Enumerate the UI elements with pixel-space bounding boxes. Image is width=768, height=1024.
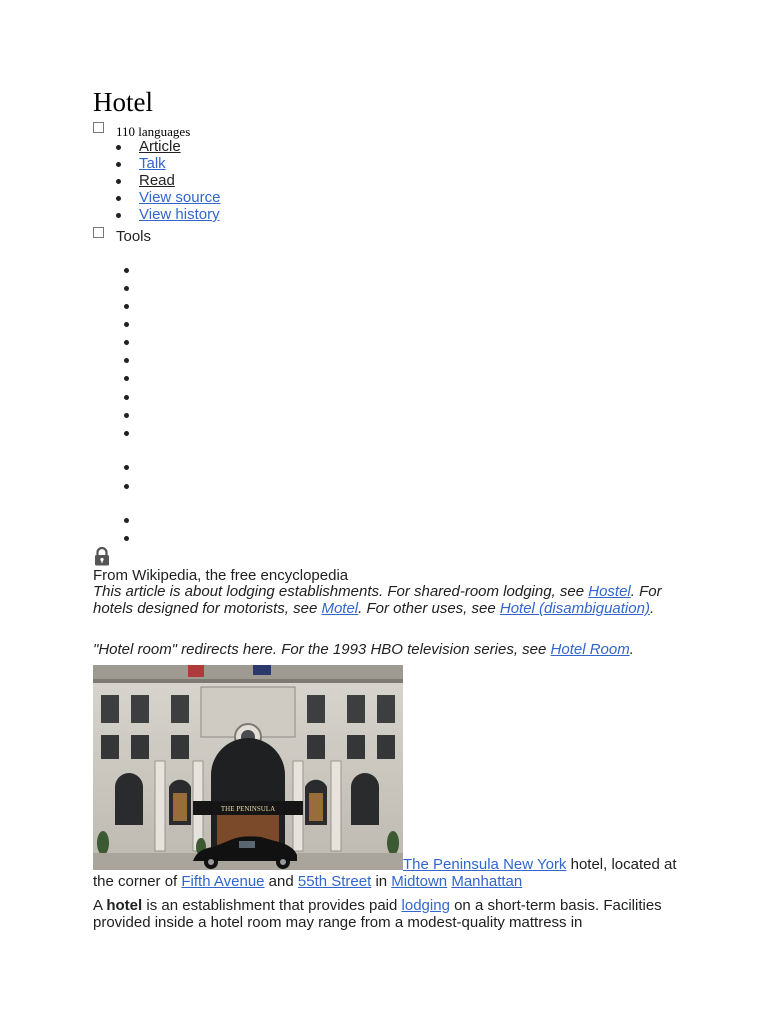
caption-image-spacer [93, 868, 403, 869]
bullet [116, 179, 121, 184]
tools-list-item[interactable] [124, 413, 129, 418]
bullet [116, 213, 121, 218]
hatnote-text: . For hotels designed for motorists, see [93, 583, 662, 617]
tab-view-source-label[interactable]: View source [139, 189, 221, 206]
tab-view-source[interactable] [116, 189, 220, 206]
tools-list-item[interactable] [124, 340, 129, 345]
tools-checkbox[interactable] [93, 227, 104, 238]
hatnote-text: . [649, 600, 655, 617]
tools-label[interactable]: Tools [116, 228, 152, 245]
tools-list-item[interactable] [124, 536, 129, 541]
tools-list-item[interactable] [124, 431, 129, 436]
tab-talk[interactable] [116, 155, 166, 172]
caption-text: in [371, 873, 392, 890]
tools-list-item[interactable] [124, 484, 129, 489]
lead-text: on a short-term basis. Facilities provided inside a hotel room may range from a modest-quality mattress in [93, 897, 662, 931]
hotel-disambiguation-link[interactable]: Hotel (disambiguation) [499, 600, 650, 617]
midtown-link[interactable]: Midtown [391, 873, 448, 890]
caption-text: hotel, located at the corner of [93, 856, 677, 890]
tools-list-item[interactable] [124, 358, 129, 363]
tools-list-item[interactable] [124, 268, 129, 273]
tab-read[interactable] [116, 172, 175, 189]
lead-text: is an establishment that provides paid [142, 897, 402, 914]
tab-view-history-label[interactable]: View history [139, 206, 220, 223]
tools-list-item[interactable] [124, 376, 129, 381]
languages-label[interactable]: 110 languages [116, 124, 191, 139]
peninsula-hotel-photo[interactable] [93, 665, 403, 870]
manhattan-link[interactable]: Manhattan [451, 873, 523, 890]
hotel-facade-illustration [93, 665, 403, 870]
motel-link[interactable]: Motel [321, 600, 359, 617]
bullet [116, 162, 121, 167]
bullet [116, 196, 121, 201]
page-title: Hotel [93, 87, 153, 117]
marquee-sign: THE PENINSULA [220, 805, 276, 813]
tools-list-item[interactable] [124, 395, 129, 400]
55th-street-link[interactable]: 55th Street [297, 873, 372, 890]
languages-checkbox[interactable] [93, 122, 104, 133]
hotel-room-link[interactable]: Hotel Room [550, 641, 630, 658]
hatnote-redirect [93, 641, 693, 658]
caption-text: and [264, 873, 298, 890]
hatnote-text: This article is about lodging establishments. For shared-room lodging, see [93, 583, 589, 600]
tagline: From Wikipedia, the free encyclopedia [93, 567, 349, 584]
lodging-link[interactable]: lodging [401, 897, 450, 914]
bullet [116, 145, 121, 150]
tab-article-label[interactable]: Article [139, 138, 181, 155]
tab-view-history[interactable] [116, 206, 220, 223]
tools-list-item[interactable] [124, 465, 129, 470]
lead-text: A [93, 897, 107, 914]
tools-list-item[interactable] [124, 518, 129, 523]
tools-list-item[interactable] [124, 322, 129, 327]
hatnote-disambiguation [93, 583, 673, 617]
peninsula-new-york-link[interactable]: The Peninsula New York [403, 856, 567, 873]
hatnote-text: "Hotel room" redirects here. For the 1993 HBO television series, see [93, 641, 551, 658]
lead-bold-term: hotel [106, 897, 143, 914]
image-caption [93, 856, 693, 890]
tab-talk-label[interactable]: Talk [139, 155, 166, 172]
tab-article[interactable] [116, 138, 181, 155]
fifth-avenue-link[interactable]: Fifth Avenue [181, 873, 265, 890]
tab-read-label[interactable]: Read [139, 172, 175, 189]
tools-list-item[interactable] [124, 286, 129, 291]
hostel-link[interactable]: Hostel [588, 583, 631, 600]
hatnote-text: . [629, 641, 634, 658]
lead-paragraph [93, 897, 683, 931]
tools-list-item[interactable] [124, 304, 129, 309]
lock-icon [93, 547, 111, 566]
hatnote-text: . For other uses, see [358, 600, 500, 617]
